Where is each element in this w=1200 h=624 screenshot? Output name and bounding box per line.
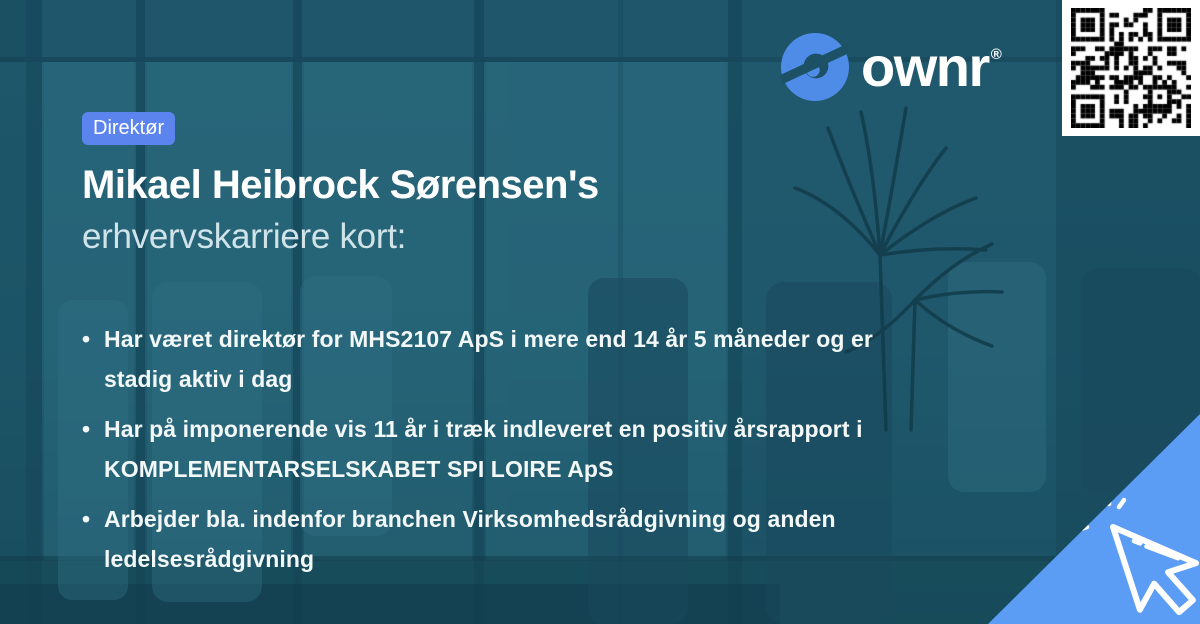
logo-wordmark: ownr bbox=[861, 35, 989, 98]
list-item: • Har på imponerende vis 11 år i træk indleveret en positiv årsrapport i KOMPLEMENTARSELSKABET SPI LOIRE ApS bbox=[82, 409, 912, 489]
role-badge: Direktør bbox=[82, 112, 175, 145]
subtitle: erhvervskarriere kort: bbox=[82, 217, 407, 256]
registered-trademark: ® bbox=[990, 46, 1001, 63]
list-item: • Arbejder bla. indenfor branchen Virksomhedsrådgivning og anden ledelsesrådgivning bbox=[82, 499, 912, 579]
career-facts-list bbox=[82, 319, 912, 579]
ownr-logo bbox=[781, 33, 1000, 101]
qr-code-box bbox=[1062, 0, 1200, 136]
qr-code-icon bbox=[1071, 8, 1191, 128]
career-card bbox=[82, 112, 962, 589]
ownr-circle-icon bbox=[781, 33, 849, 101]
page-title: Mikael Heibrock Sørensen's bbox=[82, 163, 599, 207]
list-item: • Har været direktør for MHS2107 ApS i mere end 14 år 5 måneder og er stadig aktiv i dag bbox=[82, 319, 912, 399]
